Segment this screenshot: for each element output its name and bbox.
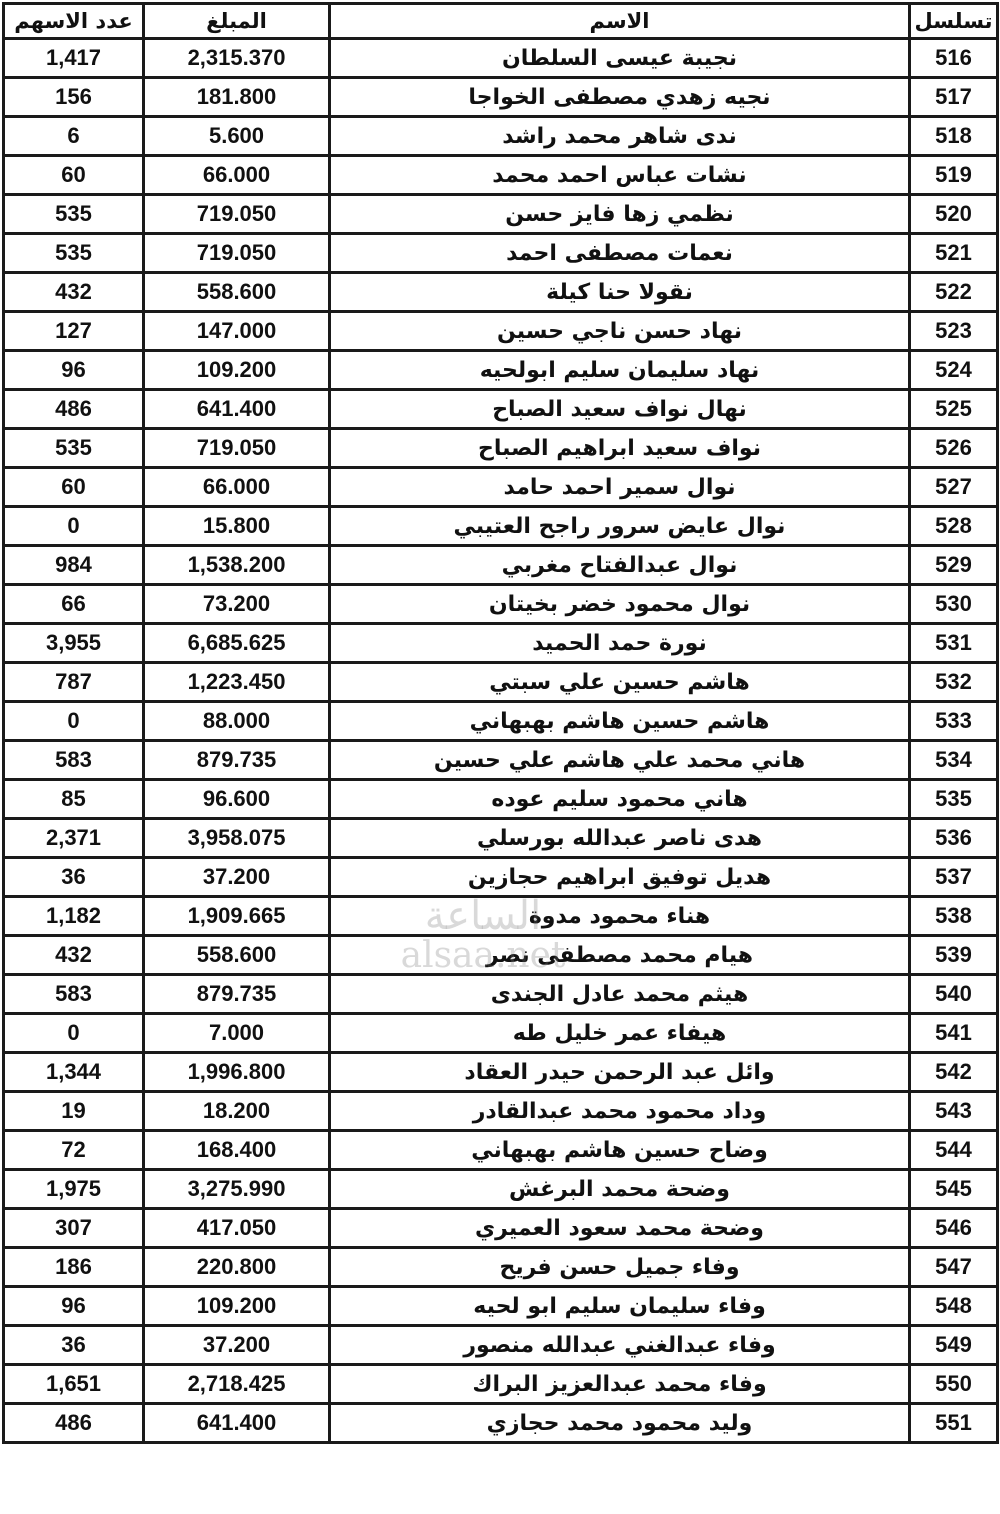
cell-amount: 558.600 (144, 936, 330, 975)
header-amount: المبلغ (144, 4, 330, 39)
cell-amount: 96.600 (144, 780, 330, 819)
table-row (4, 1092, 998, 1131)
watermark-arabic: الساعة (424, 893, 542, 939)
cell-name: نورة حمد الحميد (330, 624, 910, 663)
shareholder-sheet (2, 2, 996, 1506)
cell-name: وفاء جميل حسن فريح (330, 1248, 910, 1287)
cell-amount: 109.200 (144, 351, 330, 390)
table-row (4, 1170, 998, 1209)
table-row (4, 819, 998, 858)
table-body (4, 39, 998, 1443)
cell-serial: 530 (910, 585, 998, 624)
cell-shares: 535 (4, 195, 144, 234)
cell-name: نواف سعيد ابراهيم الصباح (330, 429, 910, 468)
header-name: الاسم (330, 4, 910, 39)
cell-shares: 984 (4, 546, 144, 585)
cell-serial: 541 (910, 1014, 998, 1053)
cell-shares: 1,344 (4, 1053, 144, 1092)
table-row (4, 195, 998, 234)
cell-serial: 525 (910, 390, 998, 429)
cell-serial: 538 (910, 897, 998, 936)
table-row (4, 858, 998, 897)
cell-shares: 2,371 (4, 819, 144, 858)
cell-name: وفاء محمد عبدالعزيز البراك (330, 1365, 910, 1404)
cell-shares: 85 (4, 780, 144, 819)
cell-name: ندى شاهر محمد راشد (330, 117, 910, 156)
table-row (4, 546, 998, 585)
cell-shares: 3,955 (4, 624, 144, 663)
cell-serial: 533 (910, 702, 998, 741)
table-row (4, 1365, 998, 1404)
cell-serial: 539 (910, 936, 998, 975)
cell-shares: 583 (4, 975, 144, 1014)
table-header-row (4, 4, 998, 39)
cell-serial: 535 (910, 780, 998, 819)
cell-amount: 641.400 (144, 390, 330, 429)
cell-name: نظمي زها فايز حسن (330, 195, 910, 234)
cell-amount: 641.400 (144, 1404, 330, 1443)
cell-amount: 3,275.990 (144, 1170, 330, 1209)
table-row (4, 312, 998, 351)
cell-amount: 147.000 (144, 312, 330, 351)
cell-shares: 432 (4, 936, 144, 975)
cell-name: وضحة محمد البرغش (330, 1170, 910, 1209)
cell-serial: 531 (910, 624, 998, 663)
cell-name: نشات عباس احمد محمد (330, 156, 910, 195)
cell-shares: 36 (4, 858, 144, 897)
table-row (4, 1014, 998, 1053)
header-serial: تسلسل (910, 4, 998, 39)
cell-name: وضاح حسين هاشم بهبهاني (330, 1131, 910, 1170)
table-row (4, 234, 998, 273)
cell-serial: 540 (910, 975, 998, 1014)
cell-name: هناء محمود مدوة (330, 897, 910, 936)
cell-amount: 6,685.625 (144, 624, 330, 663)
cell-amount: 168.400 (144, 1131, 330, 1170)
cell-serial: 546 (910, 1209, 998, 1248)
cell-shares: 0 (4, 1014, 144, 1053)
cell-shares: 127 (4, 312, 144, 351)
cell-amount: 719.050 (144, 195, 330, 234)
cell-amount: 66.000 (144, 156, 330, 195)
cell-serial: 548 (910, 1287, 998, 1326)
cell-serial: 537 (910, 858, 998, 897)
table-row (4, 585, 998, 624)
cell-amount: 558.600 (144, 273, 330, 312)
table-row (4, 897, 998, 936)
cell-serial: 550 (910, 1365, 998, 1404)
table-row (4, 156, 998, 195)
cell-serial: 536 (910, 819, 998, 858)
cell-name: هيام محمد مصطفى نصر (330, 936, 910, 975)
cell-serial: 532 (910, 663, 998, 702)
cell-shares: 787 (4, 663, 144, 702)
table-row (4, 1404, 998, 1443)
cell-shares: 1,975 (4, 1170, 144, 1209)
table-row (4, 78, 998, 117)
table-row (4, 351, 998, 390)
cell-name: هيفاء عمر خليل طه (330, 1014, 910, 1053)
cell-serial: 529 (910, 546, 998, 585)
cell-serial: 522 (910, 273, 998, 312)
cell-name: هدى ناصر عبدالله بورسلي (330, 819, 910, 858)
cell-amount: 5.600 (144, 117, 330, 156)
cell-amount: 1,996.800 (144, 1053, 330, 1092)
cell-name: هيثم محمد عادل الجندى (330, 975, 910, 1014)
cell-serial: 518 (910, 117, 998, 156)
cell-shares: 583 (4, 741, 144, 780)
cell-name: نجيبة عيسى السلطان (330, 39, 910, 78)
table-row (4, 39, 998, 78)
cell-serial: 524 (910, 351, 998, 390)
cell-amount: 879.735 (144, 975, 330, 1014)
cell-shares: 1,417 (4, 39, 144, 78)
cell-serial: 551 (910, 1404, 998, 1443)
cell-name: نهاد سليمان سليم ابولحيه (330, 351, 910, 390)
cell-shares: 432 (4, 273, 144, 312)
cell-amount: 1,909.665 (144, 897, 330, 936)
cell-serial: 542 (910, 1053, 998, 1092)
cell-name: هديل توفيق ابراهيم حجازين (330, 858, 910, 897)
cell-name: وفاء سليمان سليم ابو لحيه (330, 1287, 910, 1326)
table-row (4, 936, 998, 975)
cell-serial: 517 (910, 78, 998, 117)
cell-shares: 96 (4, 351, 144, 390)
cell-name: نقولا حنا كيلة (330, 273, 910, 312)
cell-name: نوال سمير احمد حامد (330, 468, 910, 507)
watermark-latin: alsaa.net (400, 935, 566, 976)
cell-amount: 719.050 (144, 429, 330, 468)
cell-amount: 1,538.200 (144, 546, 330, 585)
cell-serial: 544 (910, 1131, 998, 1170)
cell-serial: 523 (910, 312, 998, 351)
cell-shares: 60 (4, 468, 144, 507)
cell-amount: 37.200 (144, 858, 330, 897)
cell-name: نعمات مصطفى احمد (330, 234, 910, 273)
cell-name: هاشم حسين هاشم بهبهاني (330, 702, 910, 741)
cell-amount: 66.000 (144, 468, 330, 507)
cell-name: نوال محمود خضر بخيتان (330, 585, 910, 624)
cell-amount: 3,958.075 (144, 819, 330, 858)
table-row (4, 663, 998, 702)
cell-serial: 526 (910, 429, 998, 468)
cell-name: نهال نواف سعيد الصباح (330, 390, 910, 429)
table-row (4, 273, 998, 312)
table-row (4, 1287, 998, 1326)
cell-name: نهاد حسن ناجي حسين (330, 312, 910, 351)
table-row (4, 1209, 998, 1248)
cell-amount: 417.050 (144, 1209, 330, 1248)
table-row (4, 507, 998, 546)
cell-name: هاني محمد علي هاشم علي حسين (330, 741, 910, 780)
cell-name: وداد محمود محمد عبدالقادر (330, 1092, 910, 1131)
cell-shares: 0 (4, 507, 144, 546)
table-row (4, 468, 998, 507)
cell-shares: 535 (4, 234, 144, 273)
table-row (4, 780, 998, 819)
cell-amount: 15.800 (144, 507, 330, 546)
cell-shares: 535 (4, 429, 144, 468)
cell-amount: 719.050 (144, 234, 330, 273)
cell-serial: 547 (910, 1248, 998, 1287)
cell-amount: 2,718.425 (144, 1365, 330, 1404)
header-shares: عدد الاسهم (4, 4, 144, 39)
cell-serial: 549 (910, 1326, 998, 1365)
cell-name: وفاء عبدالغني عبدالله منصور (330, 1326, 910, 1365)
table-row (4, 390, 998, 429)
cell-shares: 307 (4, 1209, 144, 1248)
cell-amount: 181.800 (144, 78, 330, 117)
cell-shares: 36 (4, 1326, 144, 1365)
cell-shares: 1,182 (4, 897, 144, 936)
cell-shares: 60 (4, 156, 144, 195)
cell-serial: 545 (910, 1170, 998, 1209)
cell-amount: 109.200 (144, 1287, 330, 1326)
cell-shares: 66 (4, 585, 144, 624)
cell-shares: 72 (4, 1131, 144, 1170)
cell-serial: 543 (910, 1092, 998, 1131)
cell-name: نوال عايض سرور راجح العتيبي (330, 507, 910, 546)
cell-amount: 88.000 (144, 702, 330, 741)
cell-amount: 879.735 (144, 741, 330, 780)
cell-amount: 7.000 (144, 1014, 330, 1053)
cell-amount: 2,315.370 (144, 39, 330, 78)
table-row (4, 1326, 998, 1365)
shareholders-table (2, 2, 999, 1444)
cell-shares: 0 (4, 702, 144, 741)
cell-shares: 6 (4, 117, 144, 156)
table-row (4, 429, 998, 468)
table-row (4, 1131, 998, 1170)
cell-shares: 486 (4, 390, 144, 429)
cell-name: وائل عبد الرحمن حيدر العقاد (330, 1053, 910, 1092)
cell-serial: 527 (910, 468, 998, 507)
cell-amount: 73.200 (144, 585, 330, 624)
cell-shares: 19 (4, 1092, 144, 1131)
table-row (4, 1053, 998, 1092)
cell-name: وضحة محمد سعود العميري (330, 1209, 910, 1248)
table-row (4, 702, 998, 741)
cell-amount: 37.200 (144, 1326, 330, 1365)
cell-serial: 520 (910, 195, 998, 234)
cell-serial: 528 (910, 507, 998, 546)
table-row (4, 624, 998, 663)
cell-serial: 519 (910, 156, 998, 195)
table-row (4, 741, 998, 780)
cell-name: نوال عبدالفتاح مغربي (330, 546, 910, 585)
cell-name: وليد محمود محمد حجازي (330, 1404, 910, 1443)
table-row (4, 117, 998, 156)
table-row (4, 975, 998, 1014)
cell-shares: 1,651 (4, 1365, 144, 1404)
cell-serial: 534 (910, 741, 998, 780)
table-row (4, 1248, 998, 1287)
cell-shares: 156 (4, 78, 144, 117)
cell-amount: 18.200 (144, 1092, 330, 1131)
cell-name: هاشم حسين علي سبتي (330, 663, 910, 702)
cell-name: نجيه زهدي مصطفى الخواجا (330, 78, 910, 117)
cell-shares: 486 (4, 1404, 144, 1443)
cell-amount: 220.800 (144, 1248, 330, 1287)
cell-shares: 96 (4, 1287, 144, 1326)
cell-name: هاني محمود سليم عوده (330, 780, 910, 819)
cell-shares: 186 (4, 1248, 144, 1287)
cell-serial: 516 (910, 39, 998, 78)
cell-amount: 1,223.450 (144, 663, 330, 702)
cell-serial: 521 (910, 234, 998, 273)
